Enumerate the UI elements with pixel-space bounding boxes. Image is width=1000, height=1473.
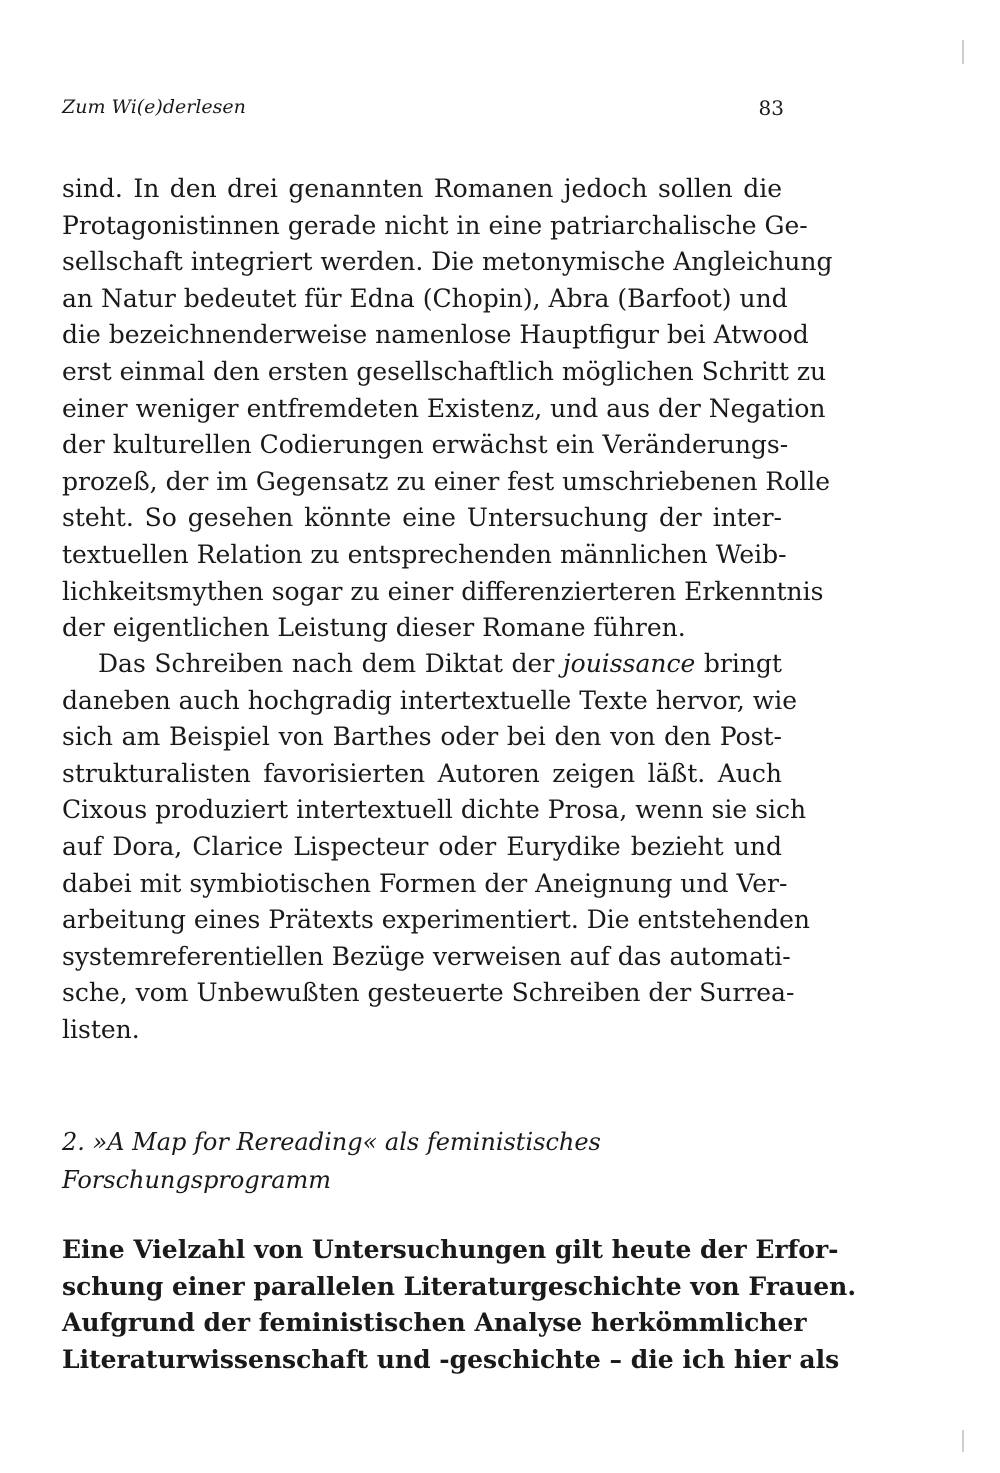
text-line: Aufgrund der feministischen Analyse herkömmlicher xyxy=(62,1308,807,1338)
scan-artifact xyxy=(962,1430,964,1452)
text-line: erst einmal den ersten gesellschaftlich möglichen Schritt zu xyxy=(62,356,827,386)
text-line: einer weniger entfremdeten Existenz, und aus der Negation xyxy=(62,393,826,423)
text-line: sich am Beispiel von Barthes oder bei den von den Post- xyxy=(62,722,782,752)
page-number: 83 xyxy=(758,96,784,120)
text-line: die bezeichnenderweise namenlose Hauptfigur bei Atwood xyxy=(62,320,809,350)
text-line: listen. xyxy=(62,1014,140,1044)
text-line: systemreferentiellen Bezüge verweisen auf das automati- xyxy=(62,941,791,971)
text-run: bringt xyxy=(695,649,782,678)
text-line: Literaturwissenschaft und -geschichte – die ich hier als xyxy=(62,1344,840,1374)
italic-term: jouissance xyxy=(562,649,696,678)
text-line: an Natur bedeutet für Edna (Chopin), Abra (Barfoot) und xyxy=(62,283,788,313)
text-line: lichkeitsmythen sogar zu einer differenzierteren Erkenntnis xyxy=(62,576,824,606)
text-line: der eigentlichen Leistung dieser Romane führen. xyxy=(62,613,686,643)
text-line: der kulturellen Codierungen erwächst ein Veränderungs- xyxy=(62,430,789,460)
text-line: steht. So gesehen könnte eine Untersuchung der inter- xyxy=(62,503,782,533)
text-line: schung einer parallelen Literaturgeschichte von Frauen. xyxy=(62,1271,857,1301)
text-line: sind. In den drei genannten Romanen jedoch sollen die xyxy=(62,174,782,203)
section-heading xyxy=(62,1123,782,1199)
paragraph-2 xyxy=(62,646,811,1049)
text-line: dabei mit symbiotischen Formen der Aneignung und Ver- xyxy=(62,868,788,898)
text-line: auf Dora, Clarice Lispecteur oder Eurydike bezieht und xyxy=(62,831,782,861)
text-line: arbeitung eines Prätexts experimentiert. Die entstehenden xyxy=(62,905,811,935)
text-line xyxy=(62,646,782,683)
paragraph-1 xyxy=(62,171,833,647)
text-line: sellschaft integriert werden. Die metonymische Angleichung xyxy=(62,247,833,277)
section-heading-line: 2. »A Map for Rereading« als feministisches xyxy=(62,1128,601,1156)
scan-artifact xyxy=(962,40,964,64)
text-line: prozeß, der im Gegensatz zu einer fest umschriebenen Rolle xyxy=(62,466,831,496)
text-line: sche, vom Unbewußten gesteuerte Schreiben der Surrea- xyxy=(62,978,795,1008)
paragraph-3 xyxy=(62,1232,857,1378)
section-heading-line: Forschungsprogramm xyxy=(62,1166,332,1194)
running-head: Zum Wi(e)derlesen xyxy=(62,96,246,118)
text-line: Protagonistinnen gerade nicht in eine patriarchalische Ge- xyxy=(62,210,808,240)
text-line: Eine Vielzahl von Untersuchungen gilt heute der Erfor- xyxy=(62,1235,839,1264)
text-line: textuellen Relation zu entsprechenden männlichen Weib- xyxy=(62,539,787,569)
text-line: strukturalisten favorisierten Autoren zeigen läßt. Auch xyxy=(62,758,782,788)
text-run: Das Schreiben nach dem Diktat der xyxy=(98,649,563,678)
text-line: daneben auch hochgradig intertextuelle Texte hervor, wie xyxy=(62,685,797,715)
text-line: Cixous produziert intertextuell dichte Prosa, wenn sie sich xyxy=(62,795,807,825)
